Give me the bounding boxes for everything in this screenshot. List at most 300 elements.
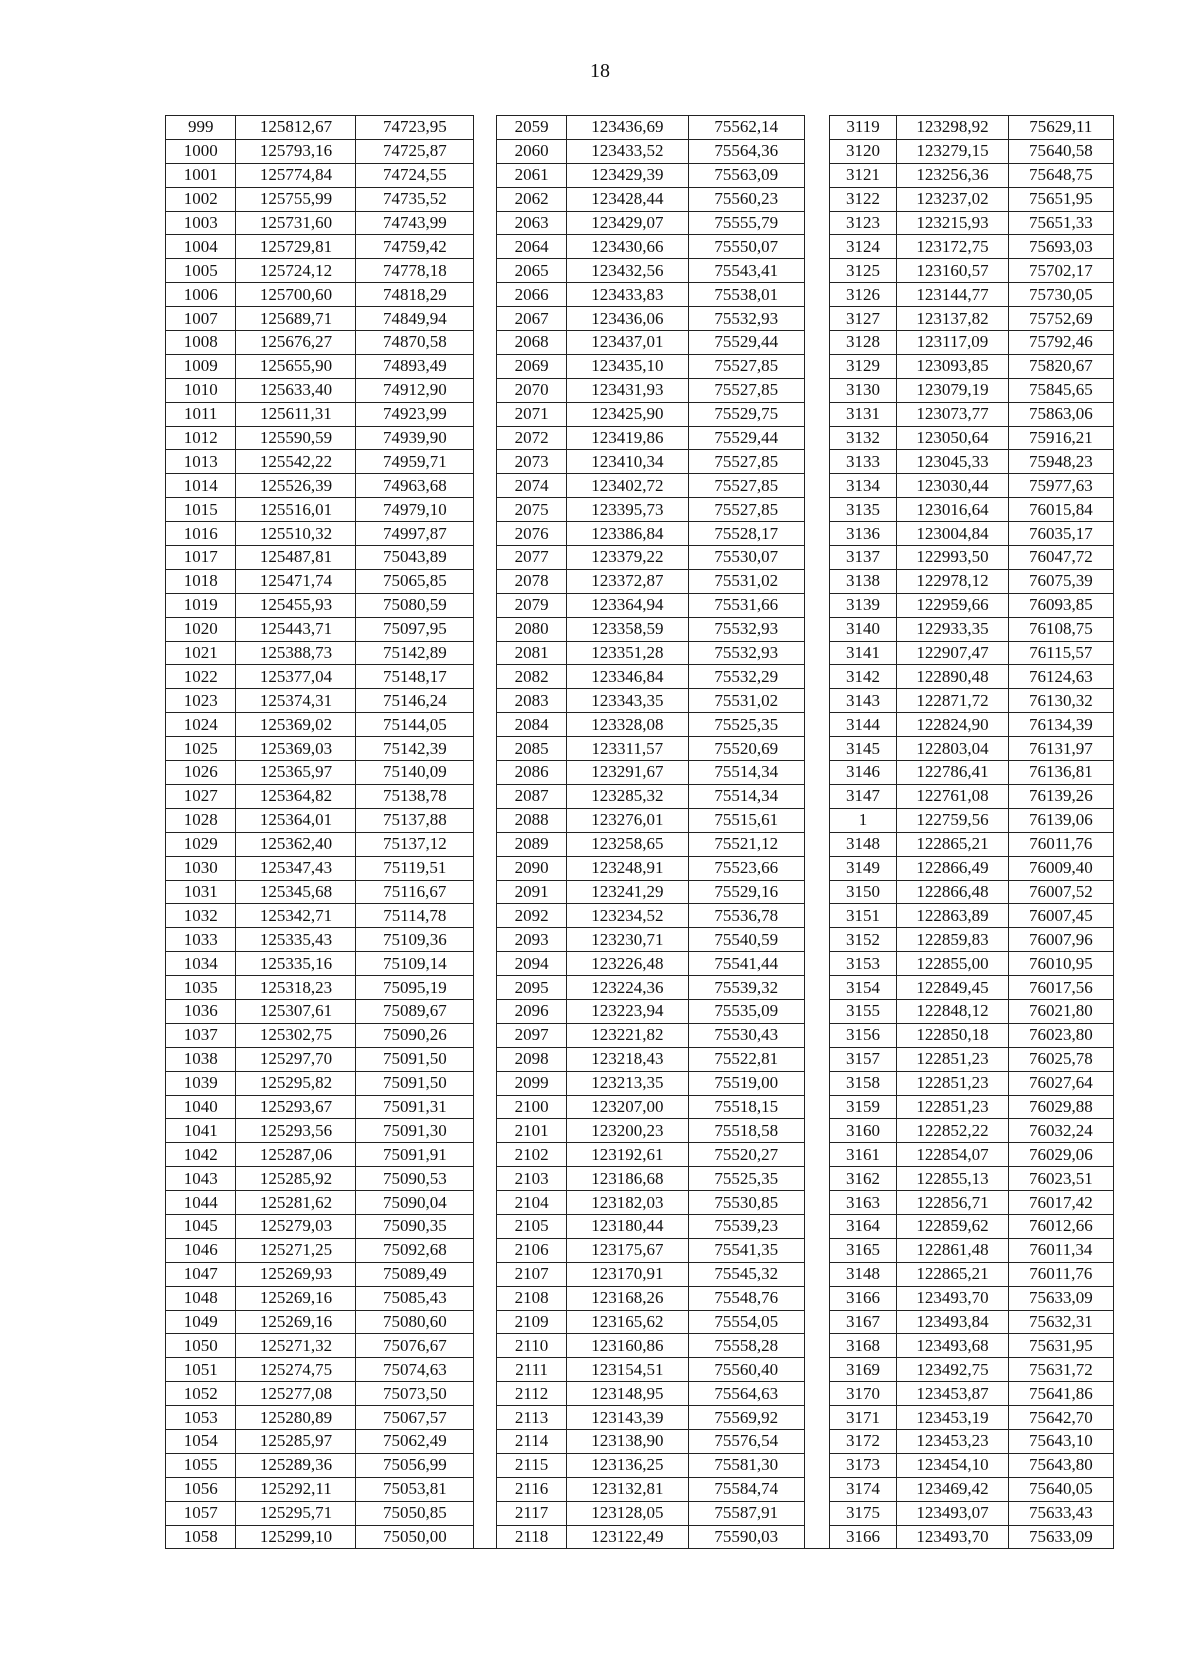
column-divider [804, 331, 829, 355]
table-cell-y-coordinate: 75053,81 [356, 1477, 474, 1501]
table-cell-y-coordinate: 75114,78 [356, 904, 474, 928]
table-cell-y-coordinate: 76093,85 [1008, 593, 1113, 617]
table-cell-x-coordinate: 123436,69 [566, 116, 688, 140]
table-row [166, 426, 1114, 450]
table-cell-point-number: 1023 [166, 689, 236, 713]
column-divider [474, 784, 497, 808]
table-cell-y-coordinate: 75641,86 [1008, 1382, 1113, 1406]
column-divider [804, 1334, 829, 1358]
table-cell-y-coordinate: 75532,93 [688, 307, 804, 331]
column-divider [804, 713, 829, 737]
table-cell-point-number: 1031 [166, 880, 236, 904]
table-cell-y-coordinate: 75576,54 [688, 1429, 804, 1453]
table-cell-y-coordinate: 75527,85 [688, 378, 804, 402]
column-divider [474, 307, 497, 331]
column-divider [474, 808, 497, 832]
table-cell-x-coordinate: 123429,07 [566, 211, 688, 235]
column-divider [804, 307, 829, 331]
table-cell-y-coordinate: 75948,23 [1008, 450, 1113, 474]
table-cell-y-coordinate: 76047,72 [1008, 546, 1113, 570]
table-cell-x-coordinate: 123093,85 [897, 354, 1009, 378]
table-cell-y-coordinate: 75518,58 [688, 1119, 804, 1143]
table-row [166, 1143, 1114, 1167]
table-cell-point-number: 3138 [829, 569, 896, 593]
table-cell-point-number: 3148 [829, 832, 896, 856]
column-divider [474, 1143, 497, 1167]
table-cell-y-coordinate: 75730,05 [1008, 283, 1113, 307]
column-divider [804, 832, 829, 856]
table-row [166, 163, 1114, 187]
coordinates-table-body [166, 116, 1114, 1549]
table-row [166, 187, 1114, 211]
table-cell-x-coordinate: 123160,57 [897, 259, 1009, 283]
column-divider [804, 139, 829, 163]
table-cell-x-coordinate: 123148,95 [566, 1382, 688, 1406]
table-cell-x-coordinate: 125724,12 [236, 259, 356, 283]
column-divider [804, 378, 829, 402]
table-cell-point-number: 2080 [497, 617, 566, 641]
table-cell-point-number: 2103 [497, 1167, 566, 1191]
table-cell-point-number: 2111 [497, 1358, 566, 1382]
table-cell-x-coordinate: 125369,02 [236, 713, 356, 737]
column-divider [804, 641, 829, 665]
column-divider [804, 1191, 829, 1215]
table-cell-y-coordinate: 75527,85 [688, 474, 804, 498]
column-divider [804, 1501, 829, 1525]
table-cell-x-coordinate: 123136,25 [566, 1453, 688, 1477]
table-cell-y-coordinate: 75581,30 [688, 1453, 804, 1477]
table-cell-point-number: 2096 [497, 999, 566, 1023]
table-cell-point-number: 1040 [166, 1095, 236, 1119]
table-cell-y-coordinate: 76007,96 [1008, 928, 1113, 952]
table-cell-x-coordinate: 123144,77 [897, 283, 1009, 307]
table-cell-point-number: 2063 [497, 211, 566, 235]
column-divider [804, 1358, 829, 1382]
table-row [166, 713, 1114, 737]
column-divider [474, 593, 497, 617]
column-divider [804, 593, 829, 617]
table-cell-point-number: 3158 [829, 1071, 896, 1095]
table-row [166, 1453, 1114, 1477]
table-cell-point-number: 3125 [829, 259, 896, 283]
table-cell-y-coordinate: 75520,27 [688, 1143, 804, 1167]
table-cell-x-coordinate: 123493,07 [897, 1501, 1009, 1525]
table-cell-point-number: 3120 [829, 139, 896, 163]
table-cell-y-coordinate: 75527,85 [688, 498, 804, 522]
table-cell-point-number: 2098 [497, 1047, 566, 1071]
table-cell-x-coordinate: 123226,48 [566, 952, 688, 976]
table-row [166, 1525, 1114, 1549]
table-cell-point-number: 2081 [497, 641, 566, 665]
column-divider [804, 1453, 829, 1477]
table-cell-point-number: 2110 [497, 1334, 566, 1358]
table-cell-point-number: 2115 [497, 1453, 566, 1477]
table-cell-x-coordinate: 123492,75 [897, 1358, 1009, 1382]
table-cell-y-coordinate: 75550,07 [688, 235, 804, 259]
column-divider [474, 1167, 497, 1191]
table-cell-point-number: 3131 [829, 402, 896, 426]
table-cell-point-number: 2074 [497, 474, 566, 498]
table-row [166, 1429, 1114, 1453]
table-cell-y-coordinate: 75090,35 [356, 1214, 474, 1238]
table-cell-y-coordinate: 75050,85 [356, 1501, 474, 1525]
table-cell-x-coordinate: 123364,94 [566, 593, 688, 617]
table-cell-y-coordinate: 75091,31 [356, 1095, 474, 1119]
table-cell-x-coordinate: 123343,35 [566, 689, 688, 713]
table-cell-y-coordinate: 75632,31 [1008, 1310, 1113, 1334]
table-cell-point-number: 2078 [497, 569, 566, 593]
table-cell-point-number: 3136 [829, 522, 896, 546]
table-cell-x-coordinate: 123154,51 [566, 1358, 688, 1382]
column-divider [804, 546, 829, 570]
table-cell-x-coordinate: 123386,84 [566, 522, 688, 546]
table-cell-point-number: 2104 [497, 1191, 566, 1215]
table-cell-point-number: 3122 [829, 187, 896, 211]
table-cell-x-coordinate: 122861,48 [897, 1238, 1009, 1262]
table-cell-point-number: 2102 [497, 1143, 566, 1167]
table-cell-x-coordinate: 125295,82 [236, 1071, 356, 1095]
table-cell-x-coordinate: 123372,87 [566, 569, 688, 593]
table-cell-y-coordinate: 75520,69 [688, 737, 804, 761]
table-cell-x-coordinate: 123213,35 [566, 1071, 688, 1095]
table-cell-y-coordinate: 75640,05 [1008, 1477, 1113, 1501]
column-divider [804, 784, 829, 808]
table-cell-y-coordinate: 75643,80 [1008, 1453, 1113, 1477]
column-divider [804, 999, 829, 1023]
table-cell-x-coordinate: 125755,99 [236, 187, 356, 211]
table-cell-y-coordinate: 76017,56 [1008, 976, 1113, 1000]
table-cell-point-number: 2089 [497, 832, 566, 856]
table-cell-y-coordinate: 75916,21 [1008, 426, 1113, 450]
table-cell-x-coordinate: 125299,10 [236, 1525, 356, 1549]
table-cell-x-coordinate: 125277,08 [236, 1382, 356, 1406]
table-cell-x-coordinate: 123137,82 [897, 307, 1009, 331]
table-row [166, 1382, 1114, 1406]
table-cell-y-coordinate: 76035,17 [1008, 522, 1113, 546]
table-cell-y-coordinate: 76032,24 [1008, 1119, 1113, 1143]
column-divider [804, 569, 829, 593]
table-cell-point-number: 3172 [829, 1429, 896, 1453]
table-row [166, 737, 1114, 761]
table-cell-x-coordinate: 125516,01 [236, 498, 356, 522]
table-cell-point-number: 3135 [829, 498, 896, 522]
table-row [166, 498, 1114, 522]
table-cell-point-number: 2105 [497, 1214, 566, 1238]
table-cell-y-coordinate: 74724,55 [356, 163, 474, 187]
table-cell-point-number: 1049 [166, 1310, 236, 1334]
table-cell-y-coordinate: 75529,75 [688, 402, 804, 426]
table-cell-point-number: 1015 [166, 498, 236, 522]
table-cell-y-coordinate: 75564,36 [688, 139, 804, 163]
column-divider [804, 689, 829, 713]
table-cell-y-coordinate: 76021,80 [1008, 999, 1113, 1023]
table-cell-x-coordinate: 122866,49 [897, 856, 1009, 880]
table-cell-point-number: 3173 [829, 1453, 896, 1477]
table-cell-x-coordinate: 125285,97 [236, 1429, 356, 1453]
table-cell-point-number: 1027 [166, 784, 236, 808]
table-cell-y-coordinate: 76075,39 [1008, 569, 1113, 593]
table-cell-y-coordinate: 76027,64 [1008, 1071, 1113, 1095]
table-cell-x-coordinate: 123346,84 [566, 665, 688, 689]
column-divider [474, 976, 497, 1000]
table-cell-y-coordinate: 75545,32 [688, 1262, 804, 1286]
table-cell-point-number: 2091 [497, 880, 566, 904]
table-cell-y-coordinate: 75089,67 [356, 999, 474, 1023]
table-cell-point-number: 3174 [829, 1477, 896, 1501]
table-cell-point-number: 1008 [166, 331, 236, 355]
table-cell-x-coordinate: 122855,13 [897, 1167, 1009, 1191]
table-cell-point-number: 2108 [497, 1286, 566, 1310]
table-cell-point-number: 2062 [497, 187, 566, 211]
table-cell-y-coordinate: 75529,44 [688, 331, 804, 355]
table-cell-point-number: 1009 [166, 354, 236, 378]
table-cell-point-number: 1043 [166, 1167, 236, 1191]
column-divider [474, 641, 497, 665]
table-cell-y-coordinate: 75536,78 [688, 904, 804, 928]
table-cell-point-number: 1018 [166, 569, 236, 593]
table-cell-y-coordinate: 75563,09 [688, 163, 804, 187]
table-cell-y-coordinate: 75651,95 [1008, 187, 1113, 211]
table-cell-x-coordinate: 125471,74 [236, 569, 356, 593]
table-cell-x-coordinate: 122978,12 [897, 569, 1009, 593]
table-cell-x-coordinate: 125542,22 [236, 450, 356, 474]
column-divider [474, 952, 497, 976]
table-cell-y-coordinate: 75095,19 [356, 976, 474, 1000]
table-cell-y-coordinate: 74725,87 [356, 139, 474, 163]
column-divider [474, 761, 497, 785]
table-cell-point-number: 3154 [829, 976, 896, 1000]
table-cell-y-coordinate: 75693,03 [1008, 235, 1113, 259]
table-cell-x-coordinate: 123186,68 [566, 1167, 688, 1191]
table-cell-point-number: 2109 [497, 1310, 566, 1334]
table-cell-x-coordinate: 123170,91 [566, 1262, 688, 1286]
table-cell-x-coordinate: 125729,81 [236, 235, 356, 259]
table-row [166, 546, 1114, 570]
table-cell-x-coordinate: 123410,34 [566, 450, 688, 474]
table-cell-point-number: 2114 [497, 1429, 566, 1453]
table-cell-x-coordinate: 125364,01 [236, 808, 356, 832]
table-cell-y-coordinate: 76136,81 [1008, 761, 1113, 785]
table-cell-x-coordinate: 125487,81 [236, 546, 356, 570]
table-row [166, 1358, 1114, 1382]
table-cell-y-coordinate: 75554,05 [688, 1310, 804, 1334]
column-divider [804, 1429, 829, 1453]
table-cell-x-coordinate: 123430,66 [566, 235, 688, 259]
table-cell-x-coordinate: 122851,23 [897, 1047, 1009, 1071]
table-cell-point-number: 2059 [497, 116, 566, 140]
table-cell-point-number: 3145 [829, 737, 896, 761]
table-cell-y-coordinate: 75056,99 [356, 1453, 474, 1477]
column-divider [474, 1358, 497, 1382]
table-cell-y-coordinate: 75515,61 [688, 808, 804, 832]
table-row [166, 1334, 1114, 1358]
table-cell-y-coordinate: 75532,93 [688, 641, 804, 665]
table-cell-y-coordinate: 76023,51 [1008, 1167, 1113, 1191]
table-row [166, 139, 1114, 163]
table-cell-point-number: 1044 [166, 1191, 236, 1215]
table-cell-point-number: 1025 [166, 737, 236, 761]
table-cell-y-coordinate: 75541,44 [688, 952, 804, 976]
column-divider [474, 1119, 497, 1143]
table-cell-point-number: 3151 [829, 904, 896, 928]
column-divider [804, 1477, 829, 1501]
column-divider [804, 904, 829, 928]
column-divider [474, 163, 497, 187]
table-row [166, 450, 1114, 474]
table-cell-x-coordinate: 125774,84 [236, 163, 356, 187]
table-cell-y-coordinate: 75702,17 [1008, 259, 1113, 283]
table-cell-point-number: 2064 [497, 235, 566, 259]
column-divider [804, 116, 829, 140]
table-cell-x-coordinate: 122855,00 [897, 952, 1009, 976]
column-divider [804, 1214, 829, 1238]
table-row [166, 761, 1114, 785]
table-cell-x-coordinate: 123258,65 [566, 832, 688, 856]
table-cell-point-number: 3157 [829, 1047, 896, 1071]
table-cell-y-coordinate: 75633,43 [1008, 1501, 1113, 1525]
table-cell-point-number: 1030 [166, 856, 236, 880]
table-cell-y-coordinate: 75525,35 [688, 1167, 804, 1191]
column-divider [474, 1191, 497, 1215]
table-cell-point-number: 1006 [166, 283, 236, 307]
table-cell-y-coordinate: 76011,76 [1008, 1262, 1113, 1286]
table-cell-x-coordinate: 123182,03 [566, 1191, 688, 1215]
table-cell-y-coordinate: 75043,89 [356, 546, 474, 570]
table-cell-x-coordinate: 125700,60 [236, 283, 356, 307]
column-divider [804, 1238, 829, 1262]
table-cell-x-coordinate: 123079,19 [897, 378, 1009, 402]
table-row [166, 808, 1114, 832]
table-cell-y-coordinate: 75090,53 [356, 1167, 474, 1191]
table-cell-x-coordinate: 123160,86 [566, 1334, 688, 1358]
table-cell-y-coordinate: 75514,34 [688, 784, 804, 808]
table-cell-point-number: 2090 [497, 856, 566, 880]
table-cell-point-number: 1013 [166, 450, 236, 474]
table-cell-x-coordinate: 125611,31 [236, 402, 356, 426]
table-row [166, 259, 1114, 283]
table-cell-x-coordinate: 125269,93 [236, 1262, 356, 1286]
table-cell-x-coordinate: 123016,64 [897, 498, 1009, 522]
table-cell-x-coordinate: 125279,03 [236, 1214, 356, 1238]
table-cell-point-number: 3170 [829, 1382, 896, 1406]
table-cell-y-coordinate: 75977,63 [1008, 474, 1113, 498]
table-cell-y-coordinate: 75845,65 [1008, 378, 1113, 402]
table-cell-y-coordinate: 75137,12 [356, 832, 474, 856]
column-divider [474, 402, 497, 426]
table-cell-x-coordinate: 125335,16 [236, 952, 356, 976]
table-cell-x-coordinate: 125590,59 [236, 426, 356, 450]
table-cell-point-number: 2071 [497, 402, 566, 426]
table-row [166, 474, 1114, 498]
table-cell-y-coordinate: 75584,74 [688, 1477, 804, 1501]
table-cell-x-coordinate: 123168,26 [566, 1286, 688, 1310]
table-cell-y-coordinate: 75090,26 [356, 1023, 474, 1047]
table-cell-x-coordinate: 125526,39 [236, 474, 356, 498]
table-cell-point-number: 2076 [497, 522, 566, 546]
table-cell-x-coordinate: 123298,92 [897, 116, 1009, 140]
table-cell-point-number: 3166 [829, 1286, 896, 1310]
table-cell-point-number: 1057 [166, 1501, 236, 1525]
column-divider [474, 1023, 497, 1047]
table-cell-x-coordinate: 123218,43 [566, 1047, 688, 1071]
table-cell-point-number: 1007 [166, 307, 236, 331]
table-cell-x-coordinate: 123241,29 [566, 880, 688, 904]
table-cell-x-coordinate: 125731,60 [236, 211, 356, 235]
table-row [166, 1191, 1114, 1215]
table-cell-point-number: 2060 [497, 139, 566, 163]
table-cell-point-number: 1050 [166, 1334, 236, 1358]
table-row [166, 354, 1114, 378]
column-divider [474, 665, 497, 689]
table-cell-y-coordinate: 75530,85 [688, 1191, 804, 1215]
table-cell-y-coordinate: 76015,84 [1008, 498, 1113, 522]
table-cell-x-coordinate: 125285,92 [236, 1167, 356, 1191]
table-cell-x-coordinate: 125293,67 [236, 1095, 356, 1119]
table-cell-x-coordinate: 123431,93 [566, 378, 688, 402]
table-cell-point-number: 2069 [497, 354, 566, 378]
table-row [166, 1262, 1114, 1286]
table-cell-y-coordinate: 75091,91 [356, 1143, 474, 1167]
table-cell-y-coordinate: 75518,15 [688, 1095, 804, 1119]
table-cell-x-coordinate: 125292,11 [236, 1477, 356, 1501]
column-divider [474, 283, 497, 307]
table-row [166, 1214, 1114, 1238]
table-cell-x-coordinate: 123351,28 [566, 641, 688, 665]
column-divider [804, 283, 829, 307]
table-row [166, 952, 1114, 976]
column-divider [804, 928, 829, 952]
table-cell-x-coordinate: 125364,82 [236, 784, 356, 808]
table-cell-x-coordinate: 122854,07 [897, 1143, 1009, 1167]
table-cell-point-number: 1026 [166, 761, 236, 785]
table-cell-x-coordinate: 122761,08 [897, 784, 1009, 808]
column-divider [474, 1406, 497, 1430]
table-cell-y-coordinate: 76009,40 [1008, 856, 1113, 880]
table-row [166, 1501, 1114, 1525]
table-cell-y-coordinate: 76010,95 [1008, 952, 1113, 976]
table-cell-x-coordinate: 123453,19 [897, 1406, 1009, 1430]
table-cell-point-number: 1045 [166, 1214, 236, 1238]
table-cell-point-number: 1035 [166, 976, 236, 1000]
table-cell-y-coordinate: 75109,36 [356, 928, 474, 952]
table-cell-point-number: 1054 [166, 1429, 236, 1453]
table-cell-point-number: 2113 [497, 1406, 566, 1430]
table-cell-y-coordinate: 75091,50 [356, 1047, 474, 1071]
table-cell-y-coordinate: 75522,81 [688, 1047, 804, 1071]
table-cell-x-coordinate: 125443,71 [236, 617, 356, 641]
column-divider [804, 187, 829, 211]
table-cell-y-coordinate: 75633,09 [1008, 1525, 1113, 1549]
table-cell-y-coordinate: 75629,11 [1008, 116, 1113, 140]
table-cell-point-number: 2085 [497, 737, 566, 761]
table-cell-y-coordinate: 75085,43 [356, 1286, 474, 1310]
table-cell-x-coordinate: 123234,52 [566, 904, 688, 928]
table-cell-y-coordinate: 75092,68 [356, 1238, 474, 1262]
table-cell-y-coordinate: 75535,09 [688, 999, 804, 1023]
column-divider [804, 1525, 829, 1549]
table-cell-point-number: 1002 [166, 187, 236, 211]
table-cell-y-coordinate: 76007,52 [1008, 880, 1113, 904]
column-divider [474, 259, 497, 283]
table-cell-y-coordinate: 75074,63 [356, 1358, 474, 1382]
table-cell-x-coordinate: 123122,49 [566, 1525, 688, 1549]
table-cell-x-coordinate: 125318,23 [236, 976, 356, 1000]
table-cell-y-coordinate: 75050,00 [356, 1525, 474, 1549]
table-cell-point-number: 1052 [166, 1382, 236, 1406]
table-cell-y-coordinate: 75080,60 [356, 1310, 474, 1334]
table-cell-x-coordinate: 123230,71 [566, 928, 688, 952]
table-cell-point-number: 3175 [829, 1501, 896, 1525]
